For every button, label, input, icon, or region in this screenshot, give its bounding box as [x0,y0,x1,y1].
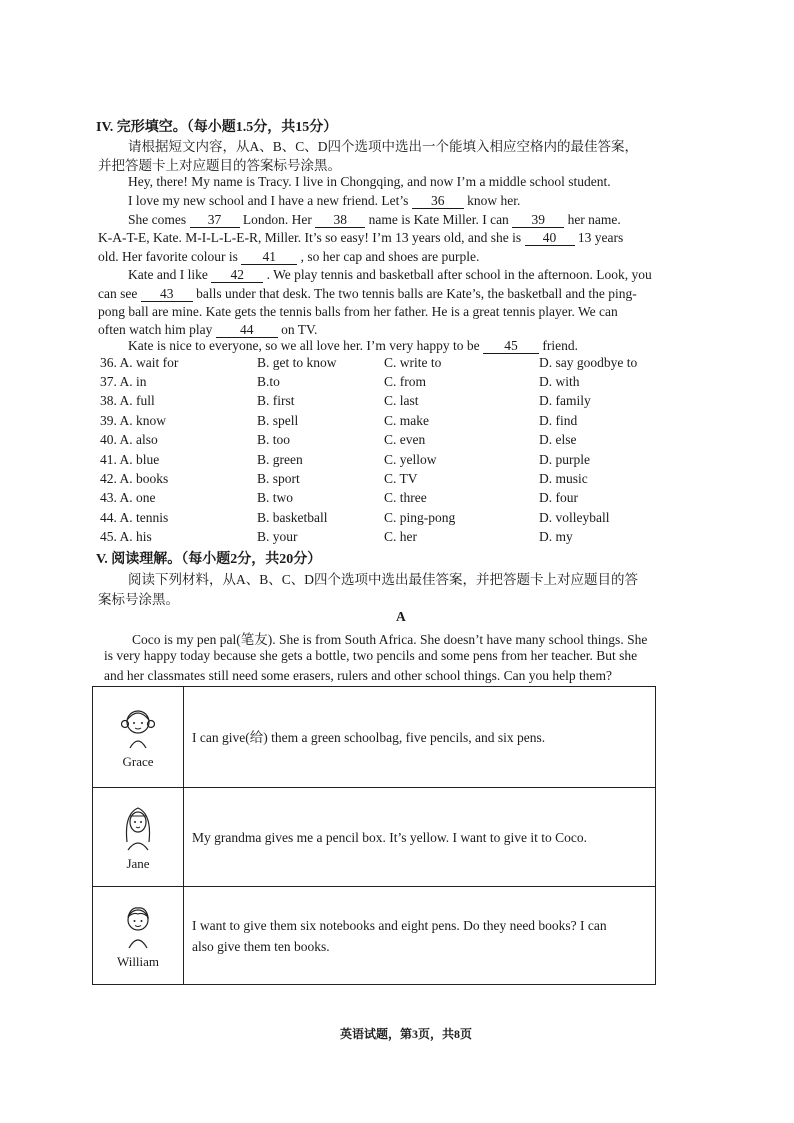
passage-text: London. Her [242,212,312,227]
blank-42[interactable]: 42 [211,268,263,283]
section-4-instructions-2: 并把答题卡上对应题目的答案标号涂黑。 [98,158,341,173]
blank-41[interactable]: 41 [241,250,297,265]
passage-text: know her. [467,193,521,208]
option-c[interactable]: C. last [384,393,419,408]
person-name: William [116,953,160,969]
passage-text: often watch him play [98,322,213,337]
passage-line [128,192,520,211]
person-offer [184,687,656,788]
blank-39[interactable]: 39 [512,213,564,228]
page-footer: 英语试题，第3页，共8页 [340,1027,473,1041]
table-row [93,887,656,985]
blank-44[interactable]: 44 [216,323,278,338]
passage-label: A [396,609,406,624]
option-c[interactable]: C. from [384,374,426,389]
passage-text: Kate and I like [128,267,208,282]
option-row [100,355,660,374]
person-name: Jane [126,856,150,871]
option-row [100,490,660,509]
option-row [100,432,660,451]
passage-line [98,303,618,322]
option-row [100,452,660,471]
option-c[interactable]: C. her [384,529,417,544]
offer-text: I can give(给) them a green schoolbag, five pencils, and six pens. [192,729,546,745]
passage-text: old. Her favorite colour is [98,249,238,264]
person-cell [93,887,184,985]
option-b[interactable]: B. your [257,529,298,544]
offer-text: I want to give them six notebooks and eight pens. Do they need books? I can [192,917,607,933]
passage-text: name is Kate Miller. I can [368,212,509,227]
passage-text: K-A-T-E, Kate. M-I-L-L-E-R, Miller. It’s so easy! I’m 13 years old, and she is [98,230,522,245]
option-c[interactable]: C. write to [384,355,442,370]
passage-text: I love my new school and I have a new friend. Let’s [128,193,409,208]
girl-avatar-icon [121,704,155,750]
option-b[interactable]: B. spell [257,413,299,428]
option-a[interactable]: 39. A. know [100,413,167,428]
option-b[interactable]: B. sport [257,471,300,486]
passage-text: . We play tennis and basketball after school in the afternoon. Look, you [266,267,652,282]
option-d[interactable]: D. say goodbye to [539,355,638,370]
option-d[interactable]: D. music [539,471,588,486]
passage-text: pong ball are mine. Kate gets the tennis balls from her father. He is a great tennis player. We can [98,304,618,319]
option-d[interactable]: D. four [539,490,578,505]
person-offer [184,887,656,985]
reading-intro-line: Coco is my pen pal(笔友). She is from South Africa. She doesn’t have many school things. She [132,632,648,647]
offer-text: My grandma gives me a pencil box. It’s yellow. I want to give it to Coco. [192,829,588,845]
option-a[interactable]: 36. A. wait for [100,355,179,370]
option-b[interactable]: B. green [257,452,303,467]
option-a[interactable]: 40. A. also [100,432,158,447]
option-c[interactable]: C. ping-pong [384,510,456,525]
option-a[interactable]: 44. A. tennis [100,510,169,525]
passage-text: friend. [542,338,578,353]
option-c[interactable]: C. TV [384,471,418,486]
option-row [100,374,660,393]
passage-text: balls under that desk. The two tennis balls are Kate’s, the basketball and the ping- [196,286,637,301]
reading-intro-line: and her classmates still need some erasers, rulers and other school things. Can you help them? [104,668,612,683]
section-5-instructions-2: 案标号涂黑。 [98,592,179,607]
option-d[interactable]: D. volleyball [539,510,610,525]
option-b[interactable]: B. first [257,393,295,408]
table-row [93,687,656,788]
passage-text: , so her cap and shoes are purple. [300,249,480,264]
passage-text: can see [98,286,138,301]
option-row [100,413,660,432]
option-c[interactable]: C. make [384,413,429,428]
girl-long-hair-avatar-icon [120,802,156,852]
option-b[interactable]: B. too [257,432,291,447]
option-a[interactable]: 38. A. full [100,393,155,408]
blank-43[interactable]: 43 [141,287,193,302]
passage-text: 13 years [577,230,624,245]
school-things-table [92,686,656,985]
option-a[interactable]: 42. A. books [100,471,169,486]
passage-text: her name. [567,212,621,227]
passage-line [128,337,578,356]
passage-line [98,248,479,267]
passage-line [128,266,652,285]
option-d[interactable]: D. else [539,432,577,447]
option-d[interactable]: D. find [539,413,578,428]
blank-36[interactable]: 36 [412,194,464,209]
option-b[interactable]: B. basketball [257,510,328,525]
option-c[interactable]: C. three [384,490,427,505]
passage-text: on TV. [281,322,318,337]
section-4-instructions-1: 请根据短文内容，从A、B、C、D四个选项中选出一个能填入相应空格内的最佳答案， [128,139,639,154]
section-5-instructions-1: 阅读下列材料，从A、B、C、D四个选项中选出最佳答案，并把答题卡上对应题目的答 [128,572,639,587]
passage-line [128,211,621,230]
person-cell [93,687,184,788]
option-d[interactable]: D. my [539,529,573,544]
option-b[interactable]: B. get to know [257,355,337,370]
option-a[interactable]: 45. A. his [100,529,152,544]
person-cell [93,788,184,887]
option-b[interactable]: B. two [257,490,294,505]
section-4-title: IV. 完形填空。（每小题1.5分，共15分） [96,120,338,135]
person-name: Grace [122,754,154,769]
option-d[interactable]: D. family [539,393,591,408]
option-c[interactable]: C. even [384,432,426,447]
option-a[interactable]: 41. A. blue [100,452,160,467]
option-row [100,529,660,548]
option-c[interactable]: C. yellow [384,452,437,467]
table-row [93,788,656,887]
passage-text: Kate is nice to everyone, so we all love her. I’m very happy to be [128,338,480,353]
reading-intro-line: is very happy today because she gets a bottle, two pencils and some pens from her teacher. But she [104,648,638,663]
passage-line [98,229,623,248]
option-d[interactable]: D. with [539,374,580,389]
passage-text: She comes [128,212,187,227]
boy-avatar-icon [121,902,155,950]
option-row [100,471,660,490]
blank-45[interactable]: 45 [483,339,539,354]
blank-37[interactable]: 37 [190,213,240,228]
person-offer [184,788,656,887]
passage-line [98,285,637,304]
blank-40[interactable]: 40 [525,231,575,246]
option-row [100,393,660,412]
passage-line [128,173,611,192]
option-a[interactable]: 37. A. in [100,374,147,389]
option-a[interactable]: 43. A. one [100,490,156,505]
option-b[interactable]: B.to [257,374,280,389]
offer-text: also give them ten books. [192,938,330,954]
section-5-title: V. 阅读理解。（每小题2分，共20分） [96,552,322,567]
blank-38[interactable]: 38 [315,213,365,228]
passage-text: Hey, there! My name is Tracy. I live in Chongqing, and now I’m a middle school student. [128,174,611,189]
option-row [100,510,660,529]
option-d[interactable]: D. purple [539,452,590,467]
